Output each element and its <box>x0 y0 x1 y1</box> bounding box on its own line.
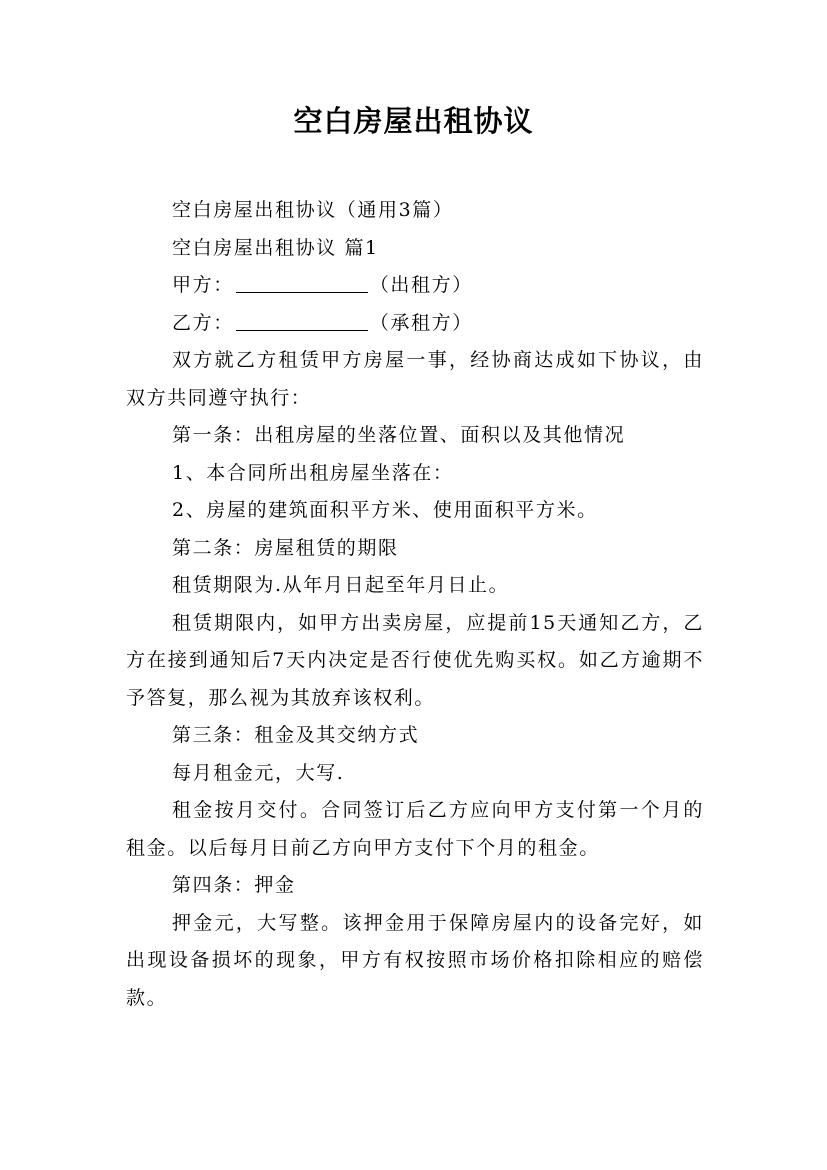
party-a-label: 甲方： <box>172 274 234 296</box>
paragraph-preemption-right: 租赁期限内，如甲方出卖房屋，应提前15天通知乙方，乙方在接到通知后7天内决定是否行使优先购买权。如乙方逾期不予答复，那么视为其放弃该权利。 <box>126 611 704 709</box>
paragraph-lease-term: 租赁期限为.从年月日起至年月日止。 <box>172 574 510 596</box>
paragraph-preamble: 双方就乙方租赁甲方房屋一事，经协商达成如下协议，由双方共同遵守执行： <box>126 349 704 409</box>
paragraph-party-a <box>126 267 704 305</box>
paragraph-article-2: 第二条：房屋租赁的期限 <box>172 536 399 559</box>
party-b-label: 乙方： <box>172 311 234 334</box>
paragraph-section-heading: 空白房屋出租协议 篇1 <box>172 236 379 259</box>
paragraph-deposit: 押金元，大写整。该押金用于保障房屋内的设备完好，如出现设备损坏的现象，甲方有权按照市场价格扣除相应的赔偿款。 <box>126 911 704 1009</box>
paragraph-article-3: 第三条：租金及其交纳方式 <box>172 724 420 746</box>
paragraph-rent-payment: 租金按月交付。合同签订后乙方应向甲方支付第一个月的租金。以后每月日前乙方向甲方支付下个月的租金。 <box>126 799 704 859</box>
paragraph-subtitle: 空白房屋出租协议（通用3篇） <box>172 199 454 221</box>
party-a-blank-line <box>236 273 368 293</box>
paragraph-article-1-item-2: 2、房屋的建筑面积平方米、使用面积平方米。 <box>172 499 598 521</box>
paragraph-party-b <box>126 305 704 343</box>
document-title: 空白房屋出租协议 <box>293 104 534 138</box>
paragraph-article-4: 第四条：押金 <box>172 874 296 896</box>
party-b-role: （承租方） <box>369 311 473 334</box>
party-a-role: （出租方） <box>369 274 473 296</box>
paragraph-article-1: 第一条：出租房屋的坐落位置、面积以及其他情况 <box>172 424 626 446</box>
party-b-blank-line <box>236 311 368 331</box>
paragraph-article-1-item-1: 1、本合同所出租房屋坐落在： <box>172 461 454 484</box>
paragraph-monthly-rent: 每月租金元，大写. <box>172 761 345 784</box>
document-body <box>126 192 704 1017</box>
